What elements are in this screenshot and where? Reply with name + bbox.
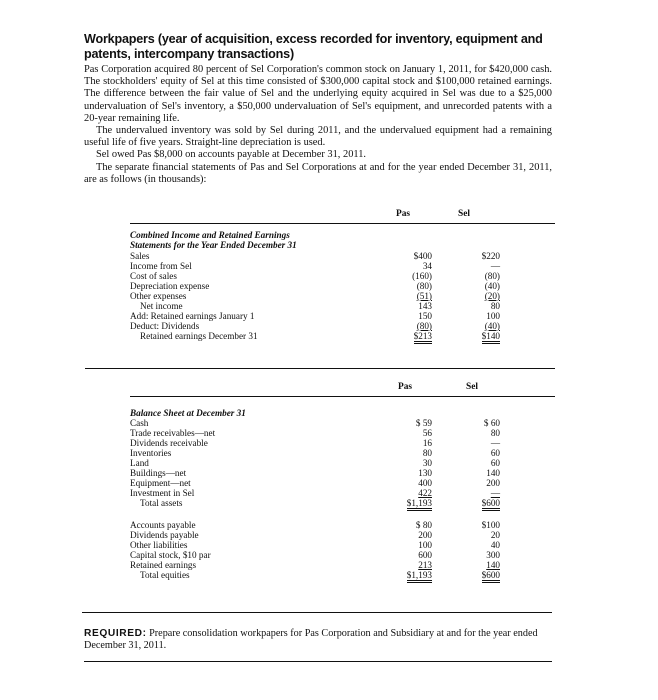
required-label: REQUIRED: bbox=[84, 628, 147, 639]
required-section bbox=[84, 628, 550, 652]
bs-col-sel: Sel bbox=[466, 382, 478, 392]
problem-text bbox=[84, 32, 552, 186]
is-heading-1: Combined Income and Retained Earnings bbox=[130, 230, 290, 240]
problem-paragraph-3: Sel owed Pas $8,000 on accounts payable at December 31, 2011. bbox=[96, 149, 366, 161]
required-text: Prepare consolidation workpapers for Pas Corporation and Subsidiary at and for the year ended December 31, 2011. bbox=[84, 628, 538, 651]
income-statement: Pas Sel Combined Income and Retained Earnings Statements for the Year Ended December 31 Sales $400 $220 Income from Sel 34 — Cost of sales (160) (80) Depreciation expense (80) (40) Other expenses (51) (20) Net income 143 80 Add: Retained earnings January 1 150 100 Deduct: Dividends (80) (40) Retained earnings December 31 $213 $140 bbox=[130, 209, 555, 369]
bs-top-rule bbox=[130, 396, 555, 397]
problem-paragraph-4: The separate financial statements of Pas and Sel Corporations at and for the year ended December 31, 2011, are as follows (in thousands): bbox=[84, 161, 552, 185]
is-bottom-rule bbox=[85, 368, 555, 369]
bs-bottom-rule bbox=[82, 612, 552, 613]
problem-paragraph-2: The undervalued inventory was sold by Sel during 2011, and the undervalued equipment had a remaining useful life of five years. Straight-line depreciation is used. bbox=[84, 125, 552, 149]
is-col-sel: Sel bbox=[458, 209, 470, 219]
problem-paragraph-1: Pas Corporation acquired 80 percent of Sel Corporation's common stock on January 1, 2011, for $420,000 cash. The stockholders' equity of Sel at this time consisted of $300,000 capital stock and $100,000 retained earnings. The difference between the fair value of Sel and the underlying equity acquired in Sel was due to a $25,000 undervaluation of Sel's inventory, a $50,000 undervaluation of Sel's equipment, and unrecorded patents with a 20-year remaining life. bbox=[84, 64, 552, 124]
page-bottom-rule bbox=[84, 661, 552, 662]
bs-col-pas: Pas bbox=[398, 382, 413, 392]
problem-title: Workpapers (year of acquisition, excess recorded for inventory, equipment and patents, intercompany transactions) bbox=[84, 32, 543, 61]
is-top-rule bbox=[130, 223, 555, 224]
bs-heading: Balance Sheet at December 31 bbox=[130, 408, 246, 418]
balance-sheet: Pas Sel Balance Sheet at December 31 Cash $ 59 $ 60 Trade receivables—net 56 80 Dividends receivable 16 — Inventories 80 60 Land 30 60 Buildings—net 130 140 Equipment—net 400 200 Investment in Sel 422 — Total assets $1,193 $600 Accounts payable $ 80 $100 Dividends payable 200 20 Other liabilities 100 40 Capital stock, $10 par 600 300 Retained earnings 213 140 Total equities $1,193 $600 bbox=[130, 382, 555, 614]
is-col-pas: Pas bbox=[396, 209, 411, 219]
is-heading-2: Statements for the Year Ended December 31 bbox=[130, 240, 297, 250]
